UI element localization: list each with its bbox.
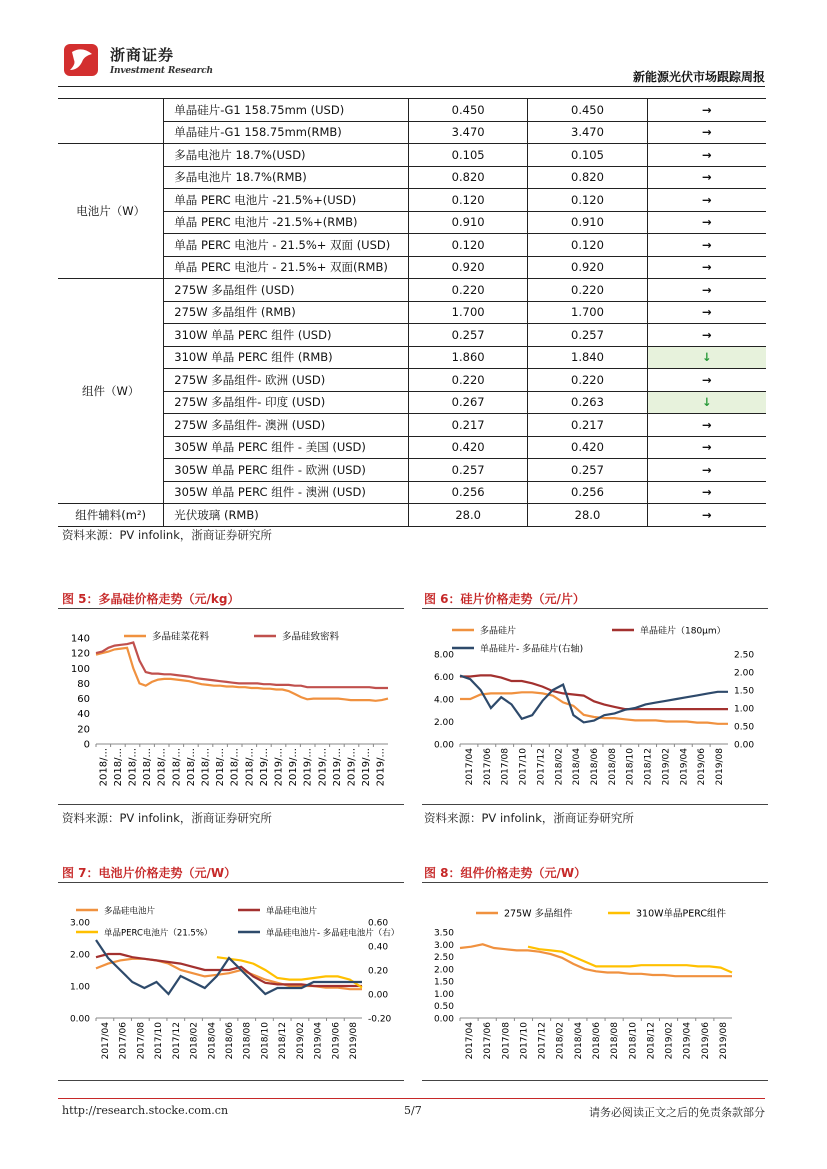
x-tick-label: 2018/02 [554,748,565,786]
y2-tick-label: 0.20 [368,966,389,977]
curr-value-cell: 0.420 [528,436,647,459]
prev-value-cell: 0.257 [408,324,527,347]
legend-label: 单晶硅片（180μm） [640,626,726,637]
trend-arrow-cell: → [647,504,766,527]
y-tick-label: 0.00 [69,1014,90,1025]
y-tick-label: 3.00 [69,918,90,929]
x-tick-label: 2017/12 [537,1022,548,1060]
x-tick-label: 2018/10 [628,1022,639,1060]
y-tick-label: 4.00 [433,695,454,706]
header-divider [58,86,765,87]
company-logo [62,40,213,80]
x-tick-label: 2019/... [302,748,314,787]
trend-arrow-cell: → [647,324,766,347]
x-tick-label: 2019/02 [664,1022,675,1060]
y2-tick-label: 1.50 [734,686,755,697]
curr-value-cell: 1.700 [528,301,647,324]
curr-value-cell: 0.450 [528,99,647,122]
x-tick-label: 2017/06 [118,1022,129,1060]
x-tick-label: 2018/... [98,748,110,787]
item-cell: 310W 单晶 PERC 组件 (RMB) [164,346,409,369]
series-line-2 [460,675,728,709]
trend-arrow-cell: ↓ [647,346,766,369]
legend-label: 单晶硅片- 多晶硅片(右轴) [480,644,584,655]
table-row [58,481,766,504]
y-tick-label: 80 [77,678,90,690]
y-tick-label: 8.00 [433,650,454,661]
x-tick-label: 2019/... [317,748,329,787]
x-tick-label: 2019/08 [715,748,726,786]
item-cell: 275W 多晶组件 (RMB) [164,301,409,324]
y2-tick-label: 0.60 [368,918,389,929]
prev-value-cell: 3.470 [408,121,527,144]
item-cell: 275W 多晶组件 (USD) [164,279,409,302]
trend-arrow-cell: → [647,256,766,279]
x-tick-label: 2019/06 [697,748,708,786]
report-title: 新能源光伏市场跟踪周报 [632,70,765,84]
item-cell: 光伏玻璃 (RMB) [164,504,409,527]
footer-divider [58,1098,765,1099]
x-tick-label: 2019/... [288,748,300,787]
y-tick-label: 2.00 [69,950,90,961]
legend-label: 单晶硅电池片- 多晶硅电池片（右） [266,928,400,939]
series-line-2 [528,947,732,973]
curr-value-cell: 0.256 [528,481,647,504]
fig6-source: 资料来源：PV infolink，浙商证券研究所 [424,811,634,825]
x-tick-label: 2018/08 [242,1022,253,1060]
prev-value-cell: 28.0 [408,504,527,527]
logo-cn-text: 浙商证券 [110,46,175,64]
prev-value-cell: 0.120 [408,234,527,257]
x-tick-label: 2017/10 [154,1022,165,1060]
table-row [58,324,766,347]
prev-value-cell: 0.220 [408,369,527,392]
prev-value-cell: 0.450 [408,99,527,122]
x-tick-label: 2019/... [331,748,343,787]
prev-value-cell: 0.267 [408,391,527,414]
trend-arrow-cell: → [647,99,766,122]
x-tick-label: 2017/04 [465,1022,476,1060]
x-tick-label: 2019/06 [331,1022,342,1060]
curr-value-cell: 0.105 [528,144,647,167]
y-tick-label: 140 [70,633,90,645]
legend-label: 310W单晶PERC组件 [636,908,727,920]
curr-value-cell: 0.220 [528,279,647,302]
x-tick-label: 2019/... [361,748,373,787]
prev-value-cell: 1.860 [408,346,527,369]
item-cell: 单晶硅片-G1 158.75mm(RMB) [164,121,409,144]
y2-tick-label: 0.00 [368,990,389,1001]
y-tick-label: 60 [77,694,90,706]
trend-arrow-cell: → [647,436,766,459]
y-tick-label: 0.50 [433,1002,454,1013]
prev-value-cell: 0.220 [408,279,527,302]
x-tick-label: 2018/... [244,748,256,787]
x-tick-label: 2018/... [127,748,139,787]
fig5-bottom-rule [58,804,404,805]
x-tick-label: 2017/06 [482,748,493,786]
fig8-top-rule [422,882,768,883]
x-tick-label: 2017/10 [518,748,529,786]
legend-label: 多晶硅电池片 [104,906,156,917]
series-line-1 [96,648,388,701]
fig8-title: 图 8：组件价格走势（元/W） [424,866,587,880]
x-tick-label: 2017/06 [483,1022,494,1060]
x-tick-label: 2018/10 [625,748,636,786]
y-tick-label: 1.50 [433,977,454,988]
x-tick-label: 2018/... [229,748,241,787]
curr-value-cell: 0.257 [528,459,647,482]
x-tick-label: 2019/... [375,748,387,787]
trend-arrow-cell: → [647,414,766,437]
x-tick-label: 2018/... [171,748,183,787]
series-line-1 [460,944,732,976]
x-tick-label: 2017/08 [136,1022,147,1060]
table-row [58,279,766,302]
table-row [58,234,766,257]
fig5-source: 资料来源：PV infolink，浙商证券研究所 [62,811,272,825]
item-cell: 多晶电池片 18.7%(RMB) [164,166,409,189]
table-row [58,414,766,437]
x-tick-label: 2018/02 [555,1022,566,1060]
item-cell: 305W 单晶 PERC 组件 - 欧洲 (USD) [164,459,409,482]
x-tick-label: 2017/08 [500,748,511,786]
x-tick-label: 2019/04 [682,1022,693,1060]
prev-value-cell: 0.120 [408,189,527,212]
x-tick-label: 2019/... [273,748,285,787]
table-row [58,504,766,527]
item-cell: 275W 多晶组件- 欧洲 (USD) [164,369,409,392]
item-cell: 305W 单晶 PERC 组件 - 美国 (USD) [164,436,409,459]
x-tick-label: 2018/10 [260,1022,271,1060]
y-tick-label: 3.00 [433,940,454,951]
curr-value-cell: 0.910 [528,211,647,234]
y2-tick-label: 2.50 [734,650,755,661]
curr-value-cell: 0.217 [528,414,647,437]
curr-value-cell: 0.820 [528,166,647,189]
fig7-top-rule [58,882,404,883]
prev-value-cell: 0.256 [408,481,527,504]
curr-value-cell: 3.470 [528,121,647,144]
trend-arrow-cell: ↓ [647,391,766,414]
curr-value-cell: 0.263 [528,391,647,414]
item-cell: 310W 单晶 PERC 组件 (USD) [164,324,409,347]
trend-arrow-cell: → [647,279,766,302]
prev-value-cell: 0.257 [408,459,527,482]
item-cell: 275W 多晶组件- 澳洲 (USD) [164,414,409,437]
fig7-bottom-rule [58,1080,404,1081]
prev-value-cell: 0.105 [408,144,527,167]
table-row [58,346,766,369]
series-line-2 [96,643,388,689]
y2-tick-label: 0.40 [368,942,389,953]
x-tick-label: 2019/04 [313,1022,324,1060]
y-tick-label: 0 [83,739,90,751]
footer-url[interactable]: http://research.stocke.com.cn [62,1104,229,1117]
x-tick-label: 2019/... [346,748,358,787]
legend-label: 多晶硅菜花料 [152,631,210,643]
y2-tick-label: 2.00 [734,668,755,679]
curr-value-cell: 0.120 [528,234,647,257]
curr-value-cell: 0.257 [528,324,647,347]
legend-label: 单晶硅电池片 [266,906,318,917]
x-tick-label: 2018/12 [646,1022,657,1060]
table-row [58,459,766,482]
x-tick-label: 2018/08 [607,748,618,786]
legend-label: 单晶PERC电池片（21.5%） [104,928,213,939]
footer-disclaimer: 请务必阅读正文之后的免责条款部分 [589,1106,765,1119]
prev-value-cell: 0.420 [408,436,527,459]
fig7-chart [58,886,404,1078]
x-tick-label: 2018/... [215,748,227,787]
price-table-body [58,99,766,527]
trend-arrow-cell: → [647,459,766,482]
prev-value-cell: 0.910 [408,211,527,234]
fig8-chart [422,886,768,1078]
fig5-title: 图 5：多晶硅价格走势（元/kg） [62,592,240,606]
trend-arrow-cell: → [647,166,766,189]
y-tick-label: 20 [77,724,90,736]
curr-value-cell: 0.120 [528,189,647,212]
y-tick-label: 3.50 [433,928,454,939]
x-tick-label: 2018/04 [207,1022,218,1060]
table-row [58,99,766,122]
item-cell: 多晶电池片 18.7%(USD) [164,144,409,167]
table-row [58,211,766,234]
logo-en-text: Investment Research [110,66,213,76]
trend-arrow-cell: → [647,211,766,234]
y-tick-label: 1.00 [433,989,454,1000]
y-tick-label: 2.00 [433,965,454,976]
item-cell: 单晶 PERC 电池片 -21.5%+(USD) [164,189,409,212]
x-tick-label: 2019/06 [700,1022,711,1060]
x-tick-label: 2018/06 [590,748,600,786]
y2-tick-label: 0.00 [734,740,755,751]
item-cell: 275W 多晶组件- 印度 (USD) [164,391,409,414]
x-tick-label: 2017/12 [536,748,547,786]
y-tick-label: 40 [77,709,90,721]
item-cell: 单晶 PERC 电池片 - 21.5%+ 双面 (USD) [164,234,409,257]
x-tick-label: 2017/10 [519,1022,530,1060]
fig5-top-rule [58,608,404,609]
prev-value-cell: 0.920 [408,256,527,279]
x-tick-label: 2018/04 [573,1022,584,1060]
trend-arrow-cell: → [647,301,766,324]
x-tick-label: 2018/08 [610,1022,621,1060]
trend-arrow-cell: → [647,121,766,144]
legend-label: 275W 多晶组件 [504,908,573,920]
item-cell: 单晶 PERC 电池片 -21.5%+(RMB) [164,211,409,234]
x-tick-label: 2017/12 [171,1022,182,1060]
x-tick-label: 2019/08 [349,1022,360,1060]
category-cell: 电池片（W） [58,144,164,279]
table-source: 资料来源：PV infolink，浙商证券研究所 [62,528,272,542]
category-cell: 组件辅料(m²) [58,504,164,527]
curr-value-cell: 1.840 [528,346,647,369]
trend-arrow-cell: → [647,234,766,257]
trend-arrow-cell: → [647,144,766,167]
fig6-top-rule [422,608,768,609]
x-tick-label: 2018/06 [592,1022,602,1060]
trend-arrow-cell: → [647,369,766,392]
table-row [58,121,766,144]
table-row [58,391,766,414]
x-tick-label: 2019/08 [718,1022,729,1060]
fig8-bottom-rule [422,1080,768,1081]
table-row [58,436,766,459]
table-row [58,189,766,212]
x-tick-label: 2017/04 [464,748,475,786]
y-tick-label: 2.00 [433,718,454,728]
logo-mark-icon [62,40,102,80]
y-tick-label: 100 [70,663,90,675]
trend-arrow-cell: → [647,481,766,504]
x-tick-label: 2018/04 [572,748,583,786]
legend-label: 多晶硅片 [480,626,517,637]
x-tick-label: 2018/... [185,748,197,787]
item-cell: 305W 单晶 PERC 组件 - 澳洲 (USD) [164,481,409,504]
y-tick-label: 1.00 [69,982,90,993]
x-tick-label: 2019/04 [679,748,690,786]
x-tick-label: 2018/... [200,748,212,787]
item-cell: 单晶硅片-G1 158.75mm (USD) [164,99,409,122]
x-tick-label: 2018/... [156,748,168,787]
x-tick-label: 2019/02 [661,748,672,786]
table-row [58,144,766,167]
item-cell: 单晶 PERC 电池片 - 21.5%+ 双面(RMB) [164,256,409,279]
x-tick-label: 2018/06 [225,1022,235,1060]
prev-value-cell: 0.217 [408,414,527,437]
category-cell: 组件（W） [58,279,164,504]
x-tick-label: 2019/02 [295,1022,306,1060]
y-tick-label: 6.00 [433,673,454,683]
curr-value-cell: 0.220 [528,369,647,392]
y2-tick-label: 1.00 [734,704,755,715]
x-tick-label: 2018/... [112,748,124,787]
fig5-chart [58,612,404,802]
y-tick-label: 120 [70,648,90,660]
series-line-3 [460,676,728,723]
legend-label: 多晶硅致密料 [282,631,340,643]
x-tick-label: 2018/12 [278,1022,289,1060]
x-tick-label: 2017/08 [501,1022,512,1060]
curr-value-cell: 28.0 [528,504,647,527]
prev-value-cell: 0.820 [408,166,527,189]
y-tick-label: 2.50 [433,953,454,964]
footer-page-number: 5/7 [404,1104,422,1117]
y-tick-label: 0.00 [433,740,454,751]
price-table [58,98,766,527]
table-row [58,256,766,279]
y2-tick-label: -0.20 [368,1014,392,1025]
fig6-bottom-rule [422,804,768,805]
x-tick-label: 2018/02 [189,1022,200,1060]
prev-value-cell: 1.700 [408,301,527,324]
category-cell [58,99,164,144]
table-row [58,166,766,189]
fig6-title: 图 6：硅片价格走势（元/片） [424,592,585,606]
x-tick-label: 2019/... [258,748,270,787]
x-tick-label: 2018/12 [643,748,654,786]
y-tick-label: 0.00 [433,1014,454,1025]
x-tick-label: 2017/04 [100,1022,111,1060]
x-tick-label: 2018/... [142,748,154,787]
table-row [58,301,766,324]
y2-tick-label: 0.50 [734,722,755,733]
curr-value-cell: 0.920 [528,256,647,279]
table-row [58,369,766,392]
fig7-title: 图 7：电池片价格走势（元/W） [62,866,237,880]
fig6-chart [422,612,768,802]
trend-arrow-cell: → [647,189,766,212]
